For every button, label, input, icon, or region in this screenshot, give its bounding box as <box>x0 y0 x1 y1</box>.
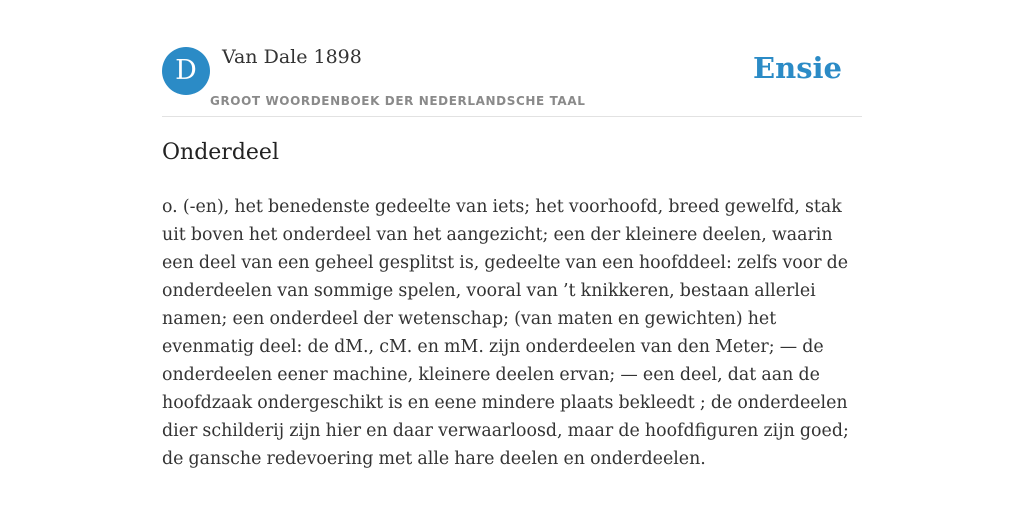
entry-definition: o. (-en), het benedenste gedeelte van iets; het voorhoofd, breed gewelfd, stak uit boven het onderdeel van het aangezicht; een der kleinere deelen, waarin een deel van een geheel gesplitst is, gedeelte van een hoofddeel: zelfs voor de onderdeelen van sommige spelen, vooral van ’t knikkeren, bestaan allerlei namen; een onderdeel der wetenschap; (van maten en gewichten) het evenmatig deel: de dM., cM. en mM. zijn onderdeelen van den Meter; — de onderdeelen eener machine, kleinere deelen ervan; — een deel, dat aan de hoofdzaak ondergeschikt is en eene mindere plaats bekleedt ; de onderdeelen dier schilderij zijn hier en daar verwaarloosd, maar de hoofdfiguren zijn goed; de gansche redevoering met alle hare deelen en onderdeelen. <box>162 197 849 469</box>
entry-headword: Onderdeel <box>162 140 279 165</box>
source-header <box>162 44 862 117</box>
source-title[interactable]: Van Dale 1898 <box>222 46 362 68</box>
ensie-logo[interactable]: Ensie <box>753 51 842 85</box>
source-subtitle: GROOT WOORDENBOEK DER NEDERLANDSCHE TAAL <box>210 94 586 108</box>
source-avatar[interactable]: D <box>162 47 210 95</box>
